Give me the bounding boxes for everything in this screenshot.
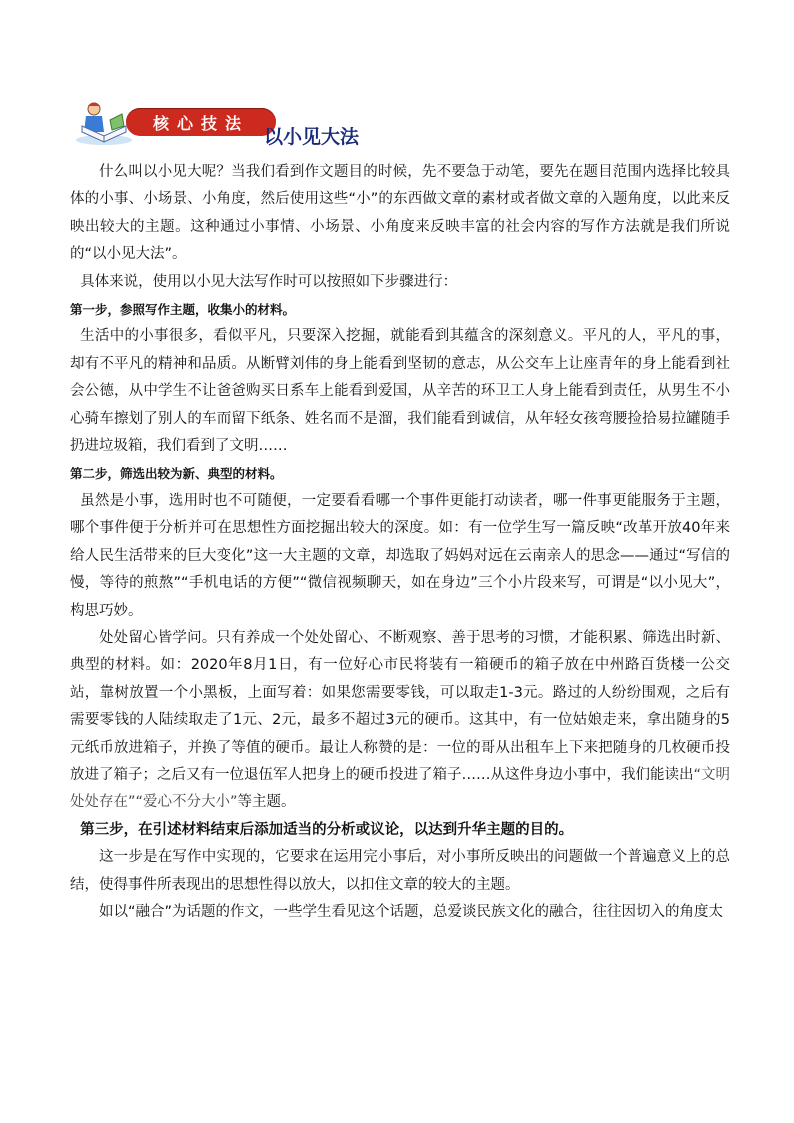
step-two-heading: 第二步，筛选出较为新、典型的材料。 xyxy=(70,466,283,482)
steps-intro-paragraph: 具体来说，使用以小见大法写作时可以按照如下步骤进行： xyxy=(80,273,458,290)
step-one-paragraph: 生活中的小事很多，看似平凡，只要深入挖掘，就能看到其蕴含的深刻意义。平凡的人，平凡的事，却有不平凡的精神和品质。从断臂刘伟的身上能看到坚韧的意志，从公交车上让座青年的身上能看到社会公德，从中学生不让爸爸购买日系车上能看到爱国，从辛苦的环卫工人身上能看到责任，从男生不小心骑车擦划了别人的车而留下纸条、姓名而不是溜，我们能看到诚信，从年轻女孩弯腰捡拾易拉罐随手扔进垃圾箱，我们看到了文明…… xyxy=(70,328,730,455)
intro-paragraph: 什么叫以小见大呢？当我们看到作文题目的时候，先不要急于动笔，要先在题目范围内选择比较具体的小事、小场景、小角度，然后使用这些“小”的东西做文章的素材或者做文章的入题角度，以此来反映出较大的主题。这种通过小事情、小场景、小角度来反映丰富的社会内容的写作方法就是我们所说的“以小见大法”。 xyxy=(70,164,730,263)
article-body xyxy=(70,159,730,926)
observation-paragraph xyxy=(70,625,730,817)
observation-text: 处处留心皆学问。只有养成一个处处留心、不断观察、善于思考的习惯，才能积累、筛选出时新、典型的材料。如：2020年8月1日，有一位好心市民将装有一箱硬币的箱子放在中州路百货楼一公交站，靠树放置一个小黑板，上面写着：如果您需要零钱，可以取走1-3元。路过的人纷纷围观，之后有需要零钱的人陆续取走了1元、2元，最多不超过3元的硬币。这其中，有一位姑娘走来，拿出随身的5元纸币放进箱子，并换了等值的硬币。最让人称赞的是：一位的哥从出租车上下来把随身的几枚硬币投放进了箱子；之后又有一位退伍军人把身上的硬币投进了箱子……从这件身边小事中，我们能读出 xyxy=(70,629,730,783)
step-one-heading: 第一步，参照写作主题，收集小的材料。 xyxy=(70,302,296,318)
observation-ending: 等主题。 xyxy=(237,794,296,811)
observation-themes: “文明处处存在”“爱心不分大小” xyxy=(70,766,731,811)
step-two-paragraph: 虽然是小事，选用时也不可随便，一定要看看哪一个事件更能打动读者，哪一件事更能服务于主题，哪个事件便于分析并可在思想性方面挖掘出较大的深度。如：有一位学生写一篇反映“改革开放40年来给人民生活带来的巨大变化”这一大主题的文章，却选取了妈妈对远在云南亲人的思念——通过“写信的慢，等待的煎熬”“手机电话的方便”“微信视频聊天，如在身边”三个小片段来写，可谓是“以小见大”，构思巧妙。 xyxy=(70,492,730,619)
section-header xyxy=(74,100,714,160)
fusion-example-paragraph: 如以“融合”为话题的作文，一些学生看见这个话题，总爱谈民族文化的融合，往往因切入的角度太 xyxy=(99,903,724,920)
reading-child-book-icon xyxy=(74,100,134,146)
step-three-heading: 第三步，在引述材料结束后添加适当的分析或议论，以达到升华主题的目的。 xyxy=(80,821,574,838)
core-technique-badge: 核心技法 xyxy=(126,108,276,136)
step-three-paragraph: 这一步是在写作中实现的，它要求在运用完小事后，对小事所反映出的问题做一个普遍意义上的总结，使得事件所表现出的思想性得以放大，以扣住文章的较大的主题。 xyxy=(70,849,730,893)
page-title: 以小见大法 xyxy=(264,126,360,148)
